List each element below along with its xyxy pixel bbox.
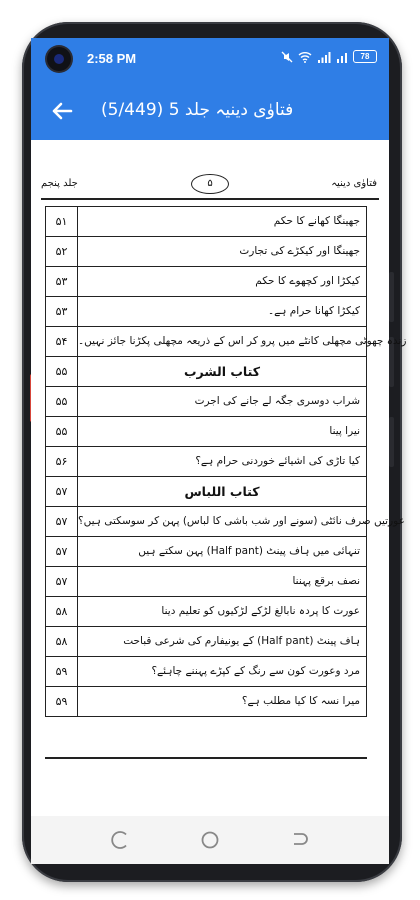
toc-row	[46, 327, 407, 357]
toc-row	[46, 687, 366, 716]
toc-entry-title: کیکڑا کھانا حرام ہے۔	[267, 305, 360, 317]
toc-entry-title: شراب دوسری جگہ لے جانے کی اجرت	[194, 395, 360, 407]
toc-entry-title: ہاف پینٹ (Half pant) کے یونیفارم کی شرعی قباحت	[123, 635, 360, 647]
toc-page-number: ۵۴	[46, 327, 78, 356]
battery-icon: 78	[353, 50, 377, 63]
status-bar	[31, 38, 389, 82]
volte-icon	[336, 51, 348, 63]
book-page	[31, 140, 407, 820]
toc-entry-title: نصف برقع پہننا	[292, 575, 360, 587]
header-divider	[41, 198, 379, 200]
toc-page-number: ۵۷	[46, 507, 78, 536]
toc-page-number: ۵۸	[46, 627, 78, 656]
toc-entry-title: زندہ چھوٹی مچھلی کانٹے میں پرو کر اس کے ذریعہ مچھلی پکڑنا جائز نہیں۔	[78, 335, 407, 347]
mute-icon	[281, 51, 293, 63]
toc-page-number: ۵۵	[46, 357, 78, 386]
toc-page-number: ۵۷	[46, 537, 78, 566]
toc-row	[46, 537, 366, 567]
book-name: فتاوٰی دینیہ	[331, 178, 377, 189]
toc-page-number: ۵۳	[46, 267, 78, 296]
back-nav-icon[interactable]	[287, 828, 311, 852]
toc-entry-title: نیرا پینا	[329, 425, 360, 437]
volume-label: جلد پنجم	[41, 178, 78, 189]
toc-section-heading: کتاب اللباس	[184, 484, 260, 499]
navigation-bar	[31, 816, 389, 864]
wifi-icon	[298, 51, 312, 63]
toc-row	[46, 387, 366, 417]
toc-row	[46, 417, 366, 447]
toc-row	[46, 267, 366, 297]
power-button	[389, 417, 394, 467]
toc-page-number: ۵۸	[46, 597, 78, 626]
toc-row	[46, 567, 366, 597]
toc-entry-title: کیا تاڑی کی اشیائے خوردنی حرام ہے؟	[195, 455, 360, 467]
toc-row	[46, 237, 366, 267]
front-camera	[47, 47, 71, 71]
page-title: فتاوٰی دینیہ جلد 5 (5/449)	[101, 100, 294, 120]
toc-entry-title: میرا نسہ کا کیا مطلب ہے؟	[241, 695, 360, 707]
toc-entry-title: تنہائی میں ہاف پینٹ (Half pant) پہن سکتے ہیں	[138, 545, 360, 557]
toc-entry-title: جھینگا کھانے کا حکم	[273, 215, 360, 227]
status-time: 2:58 PM	[87, 51, 137, 66]
toc-section-heading: کتاب الشرب	[183, 364, 260, 379]
toc-row	[46, 477, 366, 507]
toc-row	[46, 507, 405, 537]
status-icons	[281, 50, 377, 63]
screen	[31, 38, 407, 864]
toc-page-number: ۵۳	[46, 297, 78, 326]
toc-row	[46, 357, 366, 387]
toc-page-number: ۵۶	[46, 447, 78, 476]
toc-page-number: ۵۲	[46, 237, 78, 266]
toc-entry-title: جھینگا اور کیکڑے کی تجارت	[239, 245, 360, 257]
signal-icon	[317, 51, 331, 63]
recents-icon[interactable]	[109, 828, 133, 852]
page-header	[41, 172, 379, 196]
toc-page-number: ۵۷	[46, 477, 78, 506]
toc-page-number: ۵۹	[46, 687, 78, 716]
toc-page-number: ۵۵	[46, 417, 78, 446]
table-of-contents	[45, 206, 407, 717]
volume-up-button	[389, 272, 394, 322]
toc-row	[46, 627, 366, 657]
toc-entry-title: عورتیں صرف نائٹی (سونے اور شب باشی کا لباس) پہن کر سوسکتی ہیں؟	[78, 515, 405, 527]
toc-row	[46, 207, 366, 237]
app-bar	[31, 82, 389, 140]
home-icon[interactable]	[198, 828, 222, 852]
toc-row	[46, 297, 366, 327]
toc-page-number: ۵۵	[46, 387, 78, 416]
toc-entry-title: کیکڑا اور کچھوے کا حکم	[255, 275, 360, 287]
toc-page-number: ۵۱	[46, 207, 78, 236]
toc-page-number: ۵۹	[46, 657, 78, 686]
toc-row	[46, 447, 366, 477]
footer-divider	[45, 757, 367, 759]
toc-entry-title: مرد وعورت کون سے رنگ کے کپڑے پہننے چاہئے؟	[151, 665, 360, 677]
toc-row	[46, 657, 366, 687]
toc-row	[46, 597, 366, 627]
page-number: ۵	[191, 174, 229, 194]
toc-page-number: ۵۷	[46, 567, 78, 596]
toc-entry-title: عورت کا پردہ نابالغ لڑکے لڑکیوں کو تعلیم دینا	[161, 605, 360, 617]
arrow-left-icon[interactable]	[47, 96, 77, 126]
